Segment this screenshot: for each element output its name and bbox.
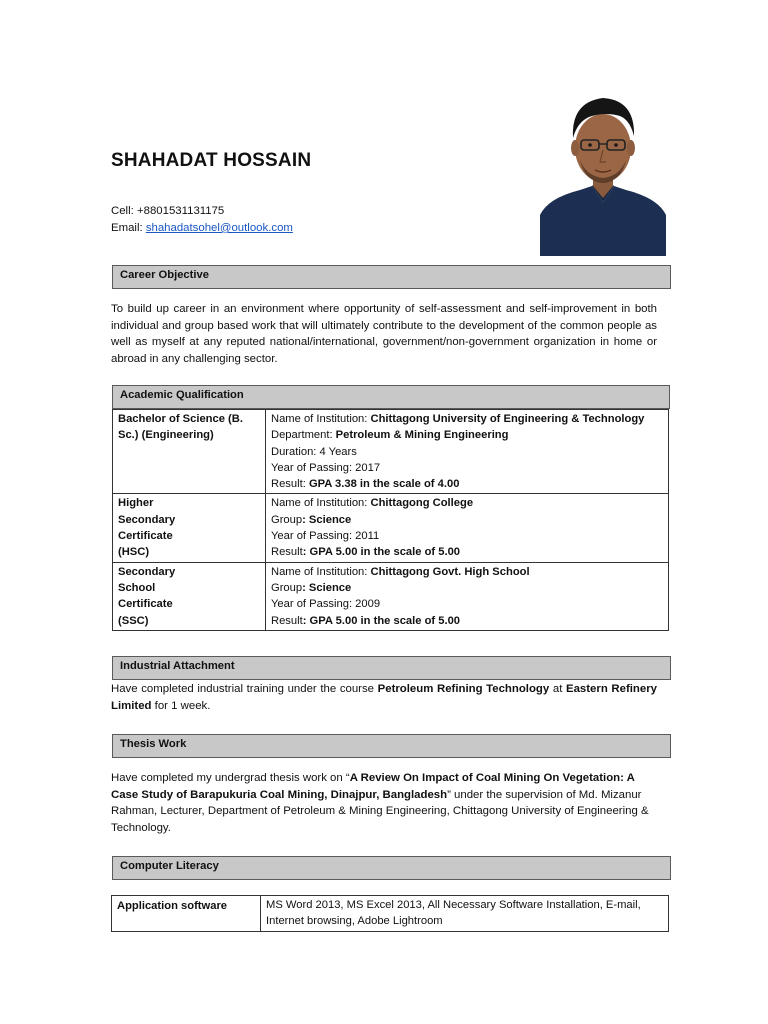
bsc-institution: Chittagong University of Engineering & Technology [370,413,645,425]
hsc-group-label: Group [271,513,303,526]
profile-photo-icon [540,90,666,256]
ssc-institution-label: Name of Institution: [271,565,371,578]
computer-value: MS Word 2013, MS Excel 2013, All Necessary Software Installation, E-mail, Internet browsing, Adobe Lightroom [261,896,669,932]
ssc-institution-line [271,564,663,580]
career-objective-heading: Career Objective [112,265,671,289]
bsc-dept-line [271,427,663,443]
bsc-result-label: Result: [271,478,309,491]
degree-ssc [113,562,266,630]
hsc-details [266,494,669,562]
bsc-details [266,410,669,494]
ssc-details [266,562,669,630]
cell-label: Cell: [111,205,137,217]
bsc-duration: Duration: 4 Years [271,445,357,458]
thesis-pre: Have completed my undergrad thesis work on “ [111,772,350,784]
hsc-result: : GPA 5.00 in the scale of 5.00 [302,546,461,559]
hsc-group: : Science [302,513,352,526]
industrial-mid: at [549,683,566,695]
bsc-result-line [271,476,663,492]
bsc-year: Year of Passing: 2017 [271,461,381,474]
degree-hsc [113,494,266,562]
profile-photo [540,90,666,256]
degree-bsc: Bachelor of Science (B. Sc.) (Engineering) [113,410,266,494]
cell-line [111,203,224,219]
ssc-group-line [271,580,663,596]
table-row [112,896,669,932]
industrial-heading: Industrial Attachment [112,656,671,680]
bsc-dept: Petroleum & Mining Engineering [335,429,509,442]
computer-label: Application software [112,896,261,932]
hsc-result-label: Result [271,546,303,559]
ssc-year: Year of Passing: 2009 [271,598,381,611]
computer-table [111,895,669,932]
thesis-heading: Thesis Work [112,734,671,758]
ssc-result-label: Result [271,614,303,627]
industrial-post: for 1 week. [151,699,211,712]
table-row [113,410,669,494]
table-row [113,562,669,630]
hsc-year: Year of Passing: 2011 [271,530,380,543]
bsc-institution-line [271,411,663,427]
career-objective-text: To build up career in an environment where opportunity of self-assessment and self-improvement in both individual and group based work that will ultimately contribute to the development of the common people as well as myself at any reputed national/international, government/non-government organization in home or abroad in any challenging sector. [111,303,657,365]
thesis-topic: A Review On Impact of Coal Mining On Vegetation: A Case Study of Barapukuria Coal Mining, Dinajpur, Bangladesh [111,772,635,801]
ssc-group-label: Group [271,581,303,594]
academic-heading: Academic Qualification [112,385,670,409]
computer-heading: Computer Literacy [112,856,671,880]
bsc-institution-label: Name of Institution: [271,413,371,425]
industrial-pre: Have completed industrial training under the course [111,683,378,695]
ssc-result: : GPA 5.00 in the scale of 5.00 [302,614,461,627]
degree-hsc-text: Higher Secondary Certificate (HSC) [118,497,176,559]
hsc-institution-line [271,495,663,511]
hsc-group-line [271,512,663,528]
degree-ssc-text: Secondary School Certificate (SSC) [118,565,176,627]
bsc-dept-label: Department: [271,429,336,442]
industrial-company: Eastern Refinery Limited [111,683,657,712]
thesis-text [111,770,661,836]
email-line [111,220,293,236]
ssc-result-line [271,613,663,629]
candidate-name: SHAHADAT HOSSAIN [111,150,312,171]
ssc-institution: Chittagong Govt. High School [370,565,530,578]
table-row [113,494,669,562]
bsc-result: GPA 3.38 in the scale of 4.00 [308,478,460,491]
academic-table [112,409,669,631]
hsc-institution-label: Name of Institution: [271,497,371,510]
thesis-post: ” under the supervision of Md. Mizanur Rahman, Lecturer, Department of Petroleum & Mining Engineering, Chittagong University of Engineering & Technology. [111,788,649,834]
industrial-text [111,681,657,714]
hsc-institution: Chittagong College [370,497,474,510]
hsc-result-line [271,544,663,560]
industrial-course: Petroleum Refining Technology [377,683,550,695]
ssc-group: : Science [302,581,352,594]
email-link[interactable]: shahadatsohel@outlook.com [145,222,293,234]
email-label: Email: [111,222,146,234]
cell-value: +8801531131175 [136,205,225,217]
